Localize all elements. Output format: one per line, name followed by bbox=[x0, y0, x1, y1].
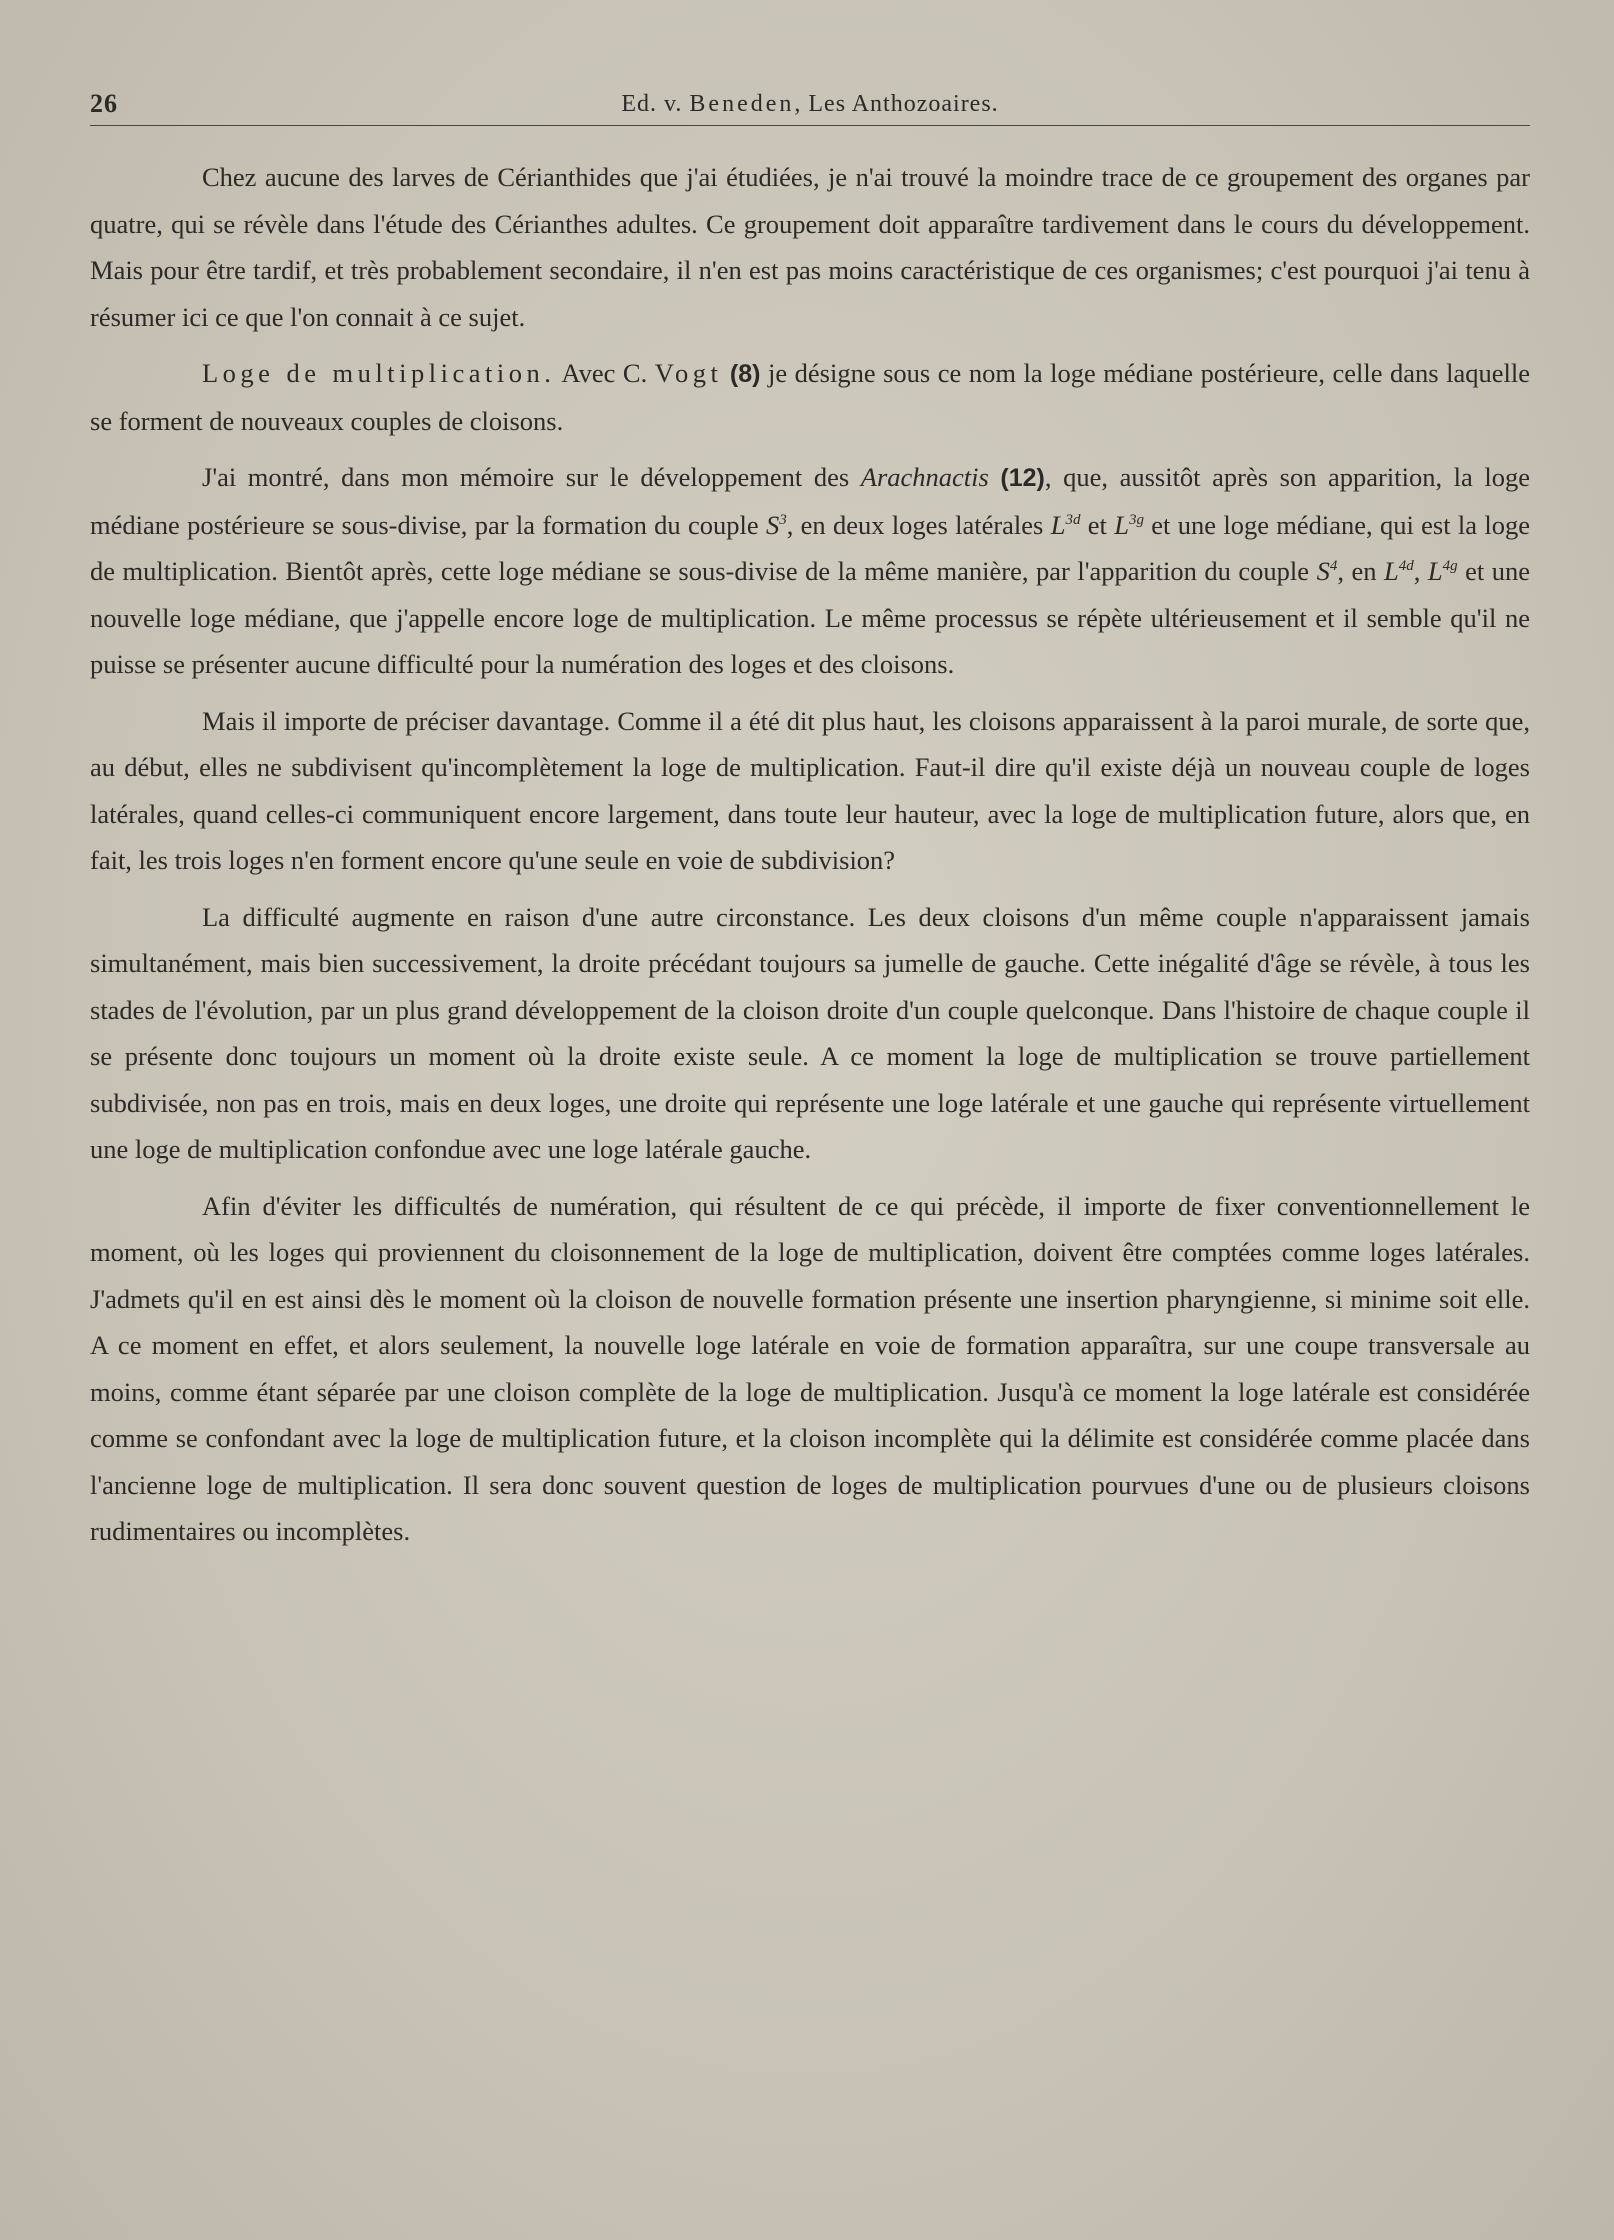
text-run: et une loge médiane, qui est la loge de multiplication. Bientôt après, cette loge médiane se sous-divise de la même manière, par l'apparition du couple bbox=[90, 509, 1531, 586]
running-head bbox=[90, 85, 1530, 126]
text-run: , bbox=[1413, 556, 1428, 586]
author-name: Beneden bbox=[689, 91, 795, 117]
symbol-sup: 4 bbox=[1329, 558, 1338, 575]
text-run: , en bbox=[1337, 556, 1384, 586]
reference-12: (12) bbox=[1000, 464, 1045, 492]
paragraph-6: Afin d'éviter les difficultés de numération, qui résultent de ce qui précède, il importe de fixer conventionnellement le moment, où les loges qui proviennent du cloisonnement de la loge de multiplication, doivent être comptées comme loges latérales. J'admets qu'il en est ainsi dès le moment où la cloison de nouvelle formation présente une insertion pharyngienne, si minime soit elle. A ce moment en effet, et alors seulement, la nouvelle loge latérale en voie de formation apparaîtra, sur une coupe transversale au moins, comme étant séparée par une cloison complète de la loge de multiplication. Jusqu'à ce moment la loge latérale est considérée comme se confondant avec la loge de multiplication future, et la cloison incomplète qui la délimite est considérée comme placée dans l'ancienne loge de multiplication. Il sera donc souvent question de loges de multiplication pourvues d'une ou de plusieurs cloisons rudimentaires ou incomplètes. bbox=[90, 1190, 1530, 1546]
paragraph-1: Chez aucune des larves de Cérianthides que j'ai étudiées, je n'ai trouvé la moindre trace de ce groupement des organes par quatre, qui se révèle dans l'étude des Cérianthes adultes. Ce groupement doit apparaître tardivement dans le cours du développement. Mais pour être tardif, et très probablement secondaire, il n'en est pas moins caractéristique de ces organismes; c'est pourquoi j'ai tenu à résumer ici ce que l'on connait à ce sujet. bbox=[90, 162, 1530, 332]
symbol-sup: 3 bbox=[779, 511, 787, 528]
symbol-base: L bbox=[1383, 556, 1399, 586]
symbol-base: L bbox=[1050, 509, 1066, 540]
symbol-s3 bbox=[766, 510, 787, 540]
symbol-sup: 4d bbox=[1398, 558, 1414, 575]
paragraph-4: Mais il importe de préciser davantage. Comme il a été dit plus haut, les cloisons apparaissent à la paroi murale, de sorte que, au début, elles ne subdivisent qu'incomplètement la loge de multiplication. Faut-il dire qu'il existe déjà un nouveau couple de loges latérales, quand celles-ci communiquent encore largement, dans toute leur hauteur, avec la loge de multiplication future, alors que, en fait, les trois loges n'en forment encore qu'une seule en voie de subdivision? bbox=[90, 705, 1530, 875]
text-run: Avec C. bbox=[555, 358, 655, 388]
paragraph-3 bbox=[90, 454, 1530, 688]
title-suffix: , Les Anthozoaires. bbox=[794, 91, 999, 117]
section-heading: Loge de multiplication. bbox=[202, 358, 556, 388]
symbol-l3d bbox=[1051, 510, 1081, 540]
text-run: , en deux loges latérales bbox=[786, 509, 1051, 540]
page bbox=[90, 85, 1530, 1565]
text-run: J'ai montré, dans mon mémoire sur le développement des bbox=[202, 462, 861, 492]
symbol-base: S bbox=[765, 509, 780, 540]
symbol-sup: 4g bbox=[1442, 558, 1458, 575]
symbol-base: S bbox=[1316, 556, 1330, 586]
body-text bbox=[90, 154, 1530, 1555]
text-run: et une nouvelle loge médiane, que j'appelle encore loge de multiplication. Le même processus se répète ultérieusement et il semble qu'il ne puisse se présenter aucune difficulté pour la numération des loges et des cloisons. bbox=[90, 556, 1531, 679]
symbol-sup: 3d bbox=[1065, 511, 1081, 528]
title-prefix: Ed. v. bbox=[621, 91, 683, 117]
paragraph-5: La difficulté augmente en raison d'une autre circonstance. Les deux cloisons d'un même couple n'apparaissent jamais simultanément, mais bien successivement, la droite précédant toujours sa jumelle de gauche. Cette inégalité d'âge se révèle, à tous les stades de l'évolution, par un plus grand développement de la cloison droite d'un couple quelconque. Dans l'histoire de chaque couple il se présente donc toujours un moment où la droite existe seule. A ce moment la loge de multiplication se trouve partiellement subdivisée, non pas en trois, mais en deux loges, une droite qui représente une loge latérale et une gauche qui représente virtuellement une loge de multiplication confondue avec une loge latérale gauche. bbox=[90, 901, 1530, 1164]
text-run: et bbox=[1080, 509, 1115, 540]
symbol-l4g bbox=[1428, 556, 1458, 586]
symbol-sup: 3g bbox=[1128, 511, 1144, 528]
reference-8: (8) bbox=[729, 360, 761, 388]
symbol-l3g bbox=[1114, 510, 1144, 540]
running-title bbox=[90, 91, 1530, 118]
genus-name: Arachnactis bbox=[860, 462, 989, 492]
symbol-s4 bbox=[1317, 556, 1338, 586]
symbol-base: L bbox=[1114, 509, 1129, 540]
text-run: , que, aussitôt après son apparition, la loge médiane postérieure se sous-divise, par la formation du couple bbox=[90, 462, 1531, 540]
page-number: 26 bbox=[90, 89, 118, 118]
symbol-l4d bbox=[1384, 556, 1414, 586]
author-vogt: Vogt bbox=[654, 358, 723, 388]
paragraph-2 bbox=[90, 350, 1530, 444]
symbol-base: L bbox=[1427, 556, 1443, 586]
text-run: je désigne sous ce nom la loge médiane postérieure, celle dans laquelle se forment de nouveaux couples de cloisons. bbox=[90, 358, 1531, 436]
